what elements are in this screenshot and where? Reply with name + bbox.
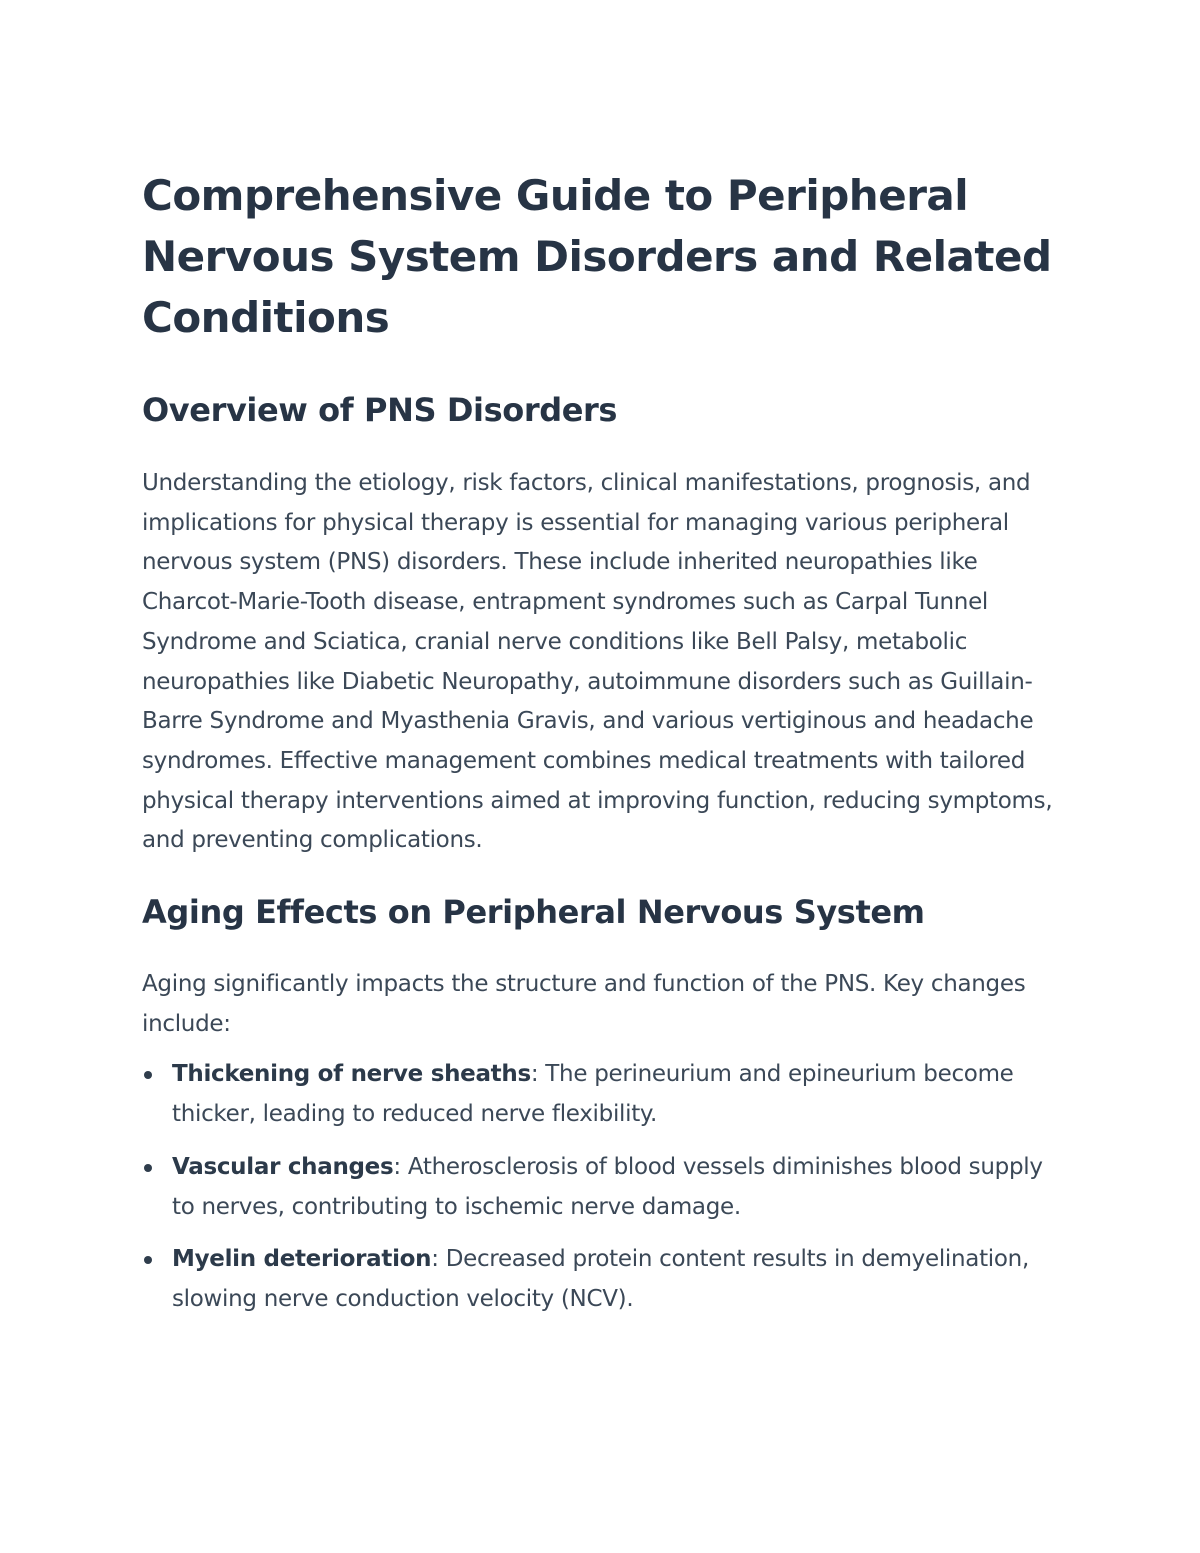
bullet-icon: [144, 1071, 152, 1079]
aging-changes-list: [142, 1055, 1060, 1319]
list-item-term: Vascular changes: [172, 1153, 394, 1180]
section-heading-overview: Overview of PNS Disorders: [142, 391, 618, 429]
section-heading-aging: Aging Effects on Peripheral Nervous System: [142, 893, 925, 932]
bullet-icon: [144, 1256, 152, 1264]
list-item: [142, 1148, 1060, 1227]
section-aging: [142, 890, 1060, 1320]
section-overview: [142, 388, 1060, 861]
list-item-text: : Decreased protein content results in demyelination, slowing nerve conduction velocity (NCV).: [172, 1246, 1029, 1312]
page-title: Comprehensive Guide to Peripheral Nervous System Disorders and Related Conditions: [142, 171, 1052, 342]
list-item-term: Myelin deterioration: [172, 1246, 432, 1273]
list-item-text: : The perineurium and epineurium become thicker, leading to reduced nerve flexibility.: [172, 1061, 1014, 1128]
list-item-text: : Atherosclerosis of blood vessels diminishes blood supply to nerves, contributing to ischemic nerve damage.: [172, 1153, 1043, 1220]
section-intro-aging: Aging significantly impacts the structure and function of the PNS. Key changes include:: [142, 971, 1026, 1037]
list-item: [142, 1240, 1060, 1319]
section-body-overview: Understanding the etiology, risk factors, clinical manifestations, prognosis, and implications for physical therapy is essential for managing various peripheral nervous system (PNS) disorders. These include inherited neuropathies like Charcot-Marie-Tooth disease, entrapment syndromes such as Carpal Tunnel Syndrome and Sciatica, cranial nerve conditions like Bell Palsy, metabolic neuropathies like Diabetic Neuropathy, autoimmune disorders such as Guillain-Barre Syndrome and Myasthenia Gravis, and various vertiginous and headache syndromes. Effective management combines medical treatments with tailored physical therapy interventions aimed at improving function, reducing symptoms, and preventing complications.: [142, 470, 1053, 854]
bullet-icon: [144, 1164, 152, 1172]
list-item-term: Thickening of nerve sheaths: [172, 1061, 531, 1088]
list-item: [142, 1055, 1060, 1134]
